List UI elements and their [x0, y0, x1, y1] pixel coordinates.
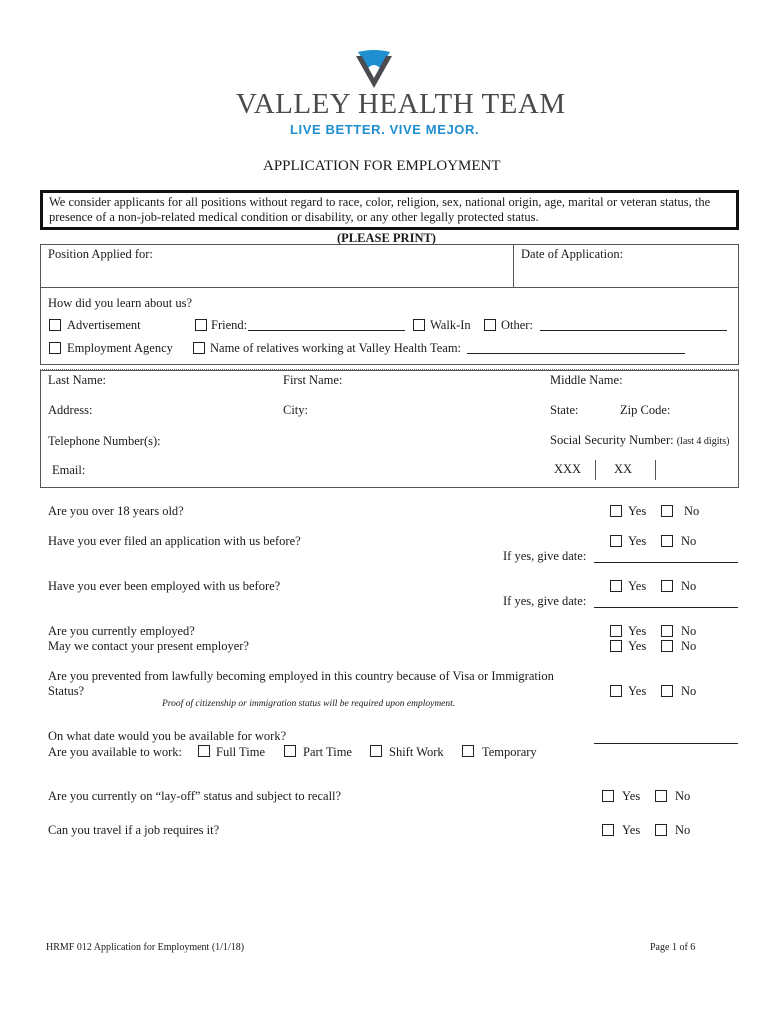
- filed-date-input-line[interactable]: [594, 562, 738, 563]
- divider: [655, 460, 656, 480]
- no-label: No: [681, 684, 697, 698]
- divider: [40, 287, 739, 288]
- yes-label: Yes: [628, 534, 647, 548]
- telephone-label: Telephone Number(s):: [48, 434, 161, 448]
- part-time-checkbox[interactable]: [284, 745, 296, 757]
- last-name-label: Last Name:: [48, 373, 106, 387]
- shift-work-label: Shift Work: [389, 745, 444, 759]
- temporary-label: Temporary: [482, 745, 537, 759]
- divider: [40, 369, 739, 370]
- employed-date-label: If yes, give date:: [503, 594, 587, 608]
- q-available-date: On what date would you be available for work?: [48, 729, 287, 743]
- no-label: No: [684, 504, 700, 518]
- first-name-label: First Name:: [283, 373, 343, 387]
- q-visa-line1: Are you prevented from lawfully becoming employed in this country because of Visa or Immigration: [48, 669, 554, 683]
- yes-label: Yes: [622, 789, 641, 803]
- q-visa-line2: Status?: [48, 684, 85, 698]
- friend-input-line[interactable]: [248, 330, 405, 331]
- travel-no-checkbox[interactable]: [655, 824, 667, 836]
- yes-label: Yes: [622, 823, 641, 837]
- email-label: Email:: [52, 463, 86, 477]
- no-label: No: [675, 823, 691, 837]
- currently-employed-no-checkbox[interactable]: [661, 625, 673, 637]
- ssn-note: (last 4 digits): [676, 436, 730, 447]
- visa-note: Proof of citizenship or immigration status will be required upon employment.: [162, 699, 456, 709]
- notice-text: We consider applicants for all positions without regard to race, color, religion, sex, national origin, age, marital or veteran status, the presence of a non-job-related medical condition or disability, or any other legally protected status.: [49, 195, 711, 224]
- brand-name: VALLEY HEALTH TEAM: [236, 88, 566, 120]
- ssn-label: [550, 433, 730, 448]
- other-label: Other:: [501, 318, 533, 332]
- walkin-checkbox[interactable]: [413, 319, 425, 331]
- no-label: No: [681, 579, 697, 593]
- brand-tagline: LIVE BETTER. VIVE MEJOR.: [290, 122, 480, 137]
- no-label: No: [681, 624, 697, 638]
- equal-opportunity-notice: [40, 190, 739, 230]
- q-layoff: Are you currently on “lay-off” status and subject to recall?: [48, 789, 342, 803]
- temporary-checkbox[interactable]: [462, 745, 474, 757]
- q-currently-employed: Are you currently employed?: [48, 624, 195, 638]
- form-id: HRMF 012 Application for Employment (1/1/18): [46, 942, 245, 953]
- ssn-mask-1: XXX: [554, 462, 582, 476]
- relatives-checkbox[interactable]: [193, 342, 205, 354]
- ssn-mask-2: XX: [614, 462, 633, 476]
- city-label: City:: [283, 403, 309, 417]
- position-applied-label: Position Applied for:: [48, 247, 153, 261]
- full-time-checkbox[interactable]: [198, 745, 210, 757]
- over-18-yes-checkbox[interactable]: [610, 505, 622, 517]
- filed-no-checkbox[interactable]: [661, 535, 673, 547]
- yes-label: Yes: [628, 624, 647, 638]
- over-18-no-checkbox[interactable]: [661, 505, 673, 517]
- yes-label: Yes: [628, 639, 647, 653]
- address-label: Address:: [48, 403, 93, 417]
- page-number: Page 1 of 6: [650, 942, 696, 953]
- friend-checkbox[interactable]: [195, 319, 207, 331]
- zip-code-label: Zip Code:: [620, 403, 671, 417]
- q-travel: Can you travel if a job requires it?: [48, 823, 220, 837]
- q-over-18: Are you over 18 years old?: [48, 504, 184, 518]
- yes-label: Yes: [628, 579, 647, 593]
- full-time-label: Full Time: [216, 745, 265, 759]
- ssn-label-text: Social Security Number:: [550, 433, 674, 447]
- layoff-no-checkbox[interactable]: [655, 790, 667, 802]
- contact-employer-yes-checkbox[interactable]: [610, 640, 622, 652]
- friend-label: Friend:: [211, 318, 248, 332]
- employed-before-yes-checkbox[interactable]: [610, 580, 622, 592]
- q-contact-employer: May we contact your present employer?: [48, 639, 249, 653]
- relatives-label: Name of relatives working at Valley Health Team:: [210, 341, 462, 355]
- visa-no-checkbox[interactable]: [661, 685, 673, 697]
- currently-employed-yes-checkbox[interactable]: [610, 625, 622, 637]
- valley-health-logo-mark: [354, 46, 394, 92]
- no-label: No: [681, 639, 697, 653]
- divider: [513, 244, 514, 287]
- employed-date-input-line[interactable]: [594, 607, 738, 608]
- employed-before-no-checkbox[interactable]: [661, 580, 673, 592]
- available-date-input-line[interactable]: [594, 743, 738, 744]
- middle-name-label: Middle Name:: [550, 373, 623, 387]
- agency-label: Employment Agency: [67, 341, 173, 355]
- page-title: APPLICATION FOR EMPLOYMENT: [263, 158, 501, 174]
- learn-question: How did you learn about us?: [48, 296, 193, 310]
- layoff-yes-checkbox[interactable]: [602, 790, 614, 802]
- other-input-line[interactable]: [540, 330, 727, 331]
- filed-yes-checkbox[interactable]: [610, 535, 622, 547]
- yes-label: Yes: [628, 504, 647, 518]
- walkin-label: Walk-In: [430, 318, 471, 332]
- advertisement-checkbox[interactable]: [49, 319, 61, 331]
- visa-yes-checkbox[interactable]: [610, 685, 622, 697]
- q-employed-before: Have you ever been employed with us before?: [48, 579, 281, 593]
- shift-work-checkbox[interactable]: [370, 745, 382, 757]
- travel-yes-checkbox[interactable]: [602, 824, 614, 836]
- filed-date-label: If yes, give date:: [503, 549, 587, 563]
- relatives-input-line[interactable]: [467, 353, 685, 354]
- date-of-application-label: Date of Application:: [521, 247, 624, 261]
- no-label: No: [675, 789, 691, 803]
- yes-label: Yes: [628, 684, 647, 698]
- part-time-label: Part Time: [303, 745, 352, 759]
- contact-employer-no-checkbox[interactable]: [661, 640, 673, 652]
- other-checkbox[interactable]: [484, 319, 496, 331]
- advertisement-label: Advertisement: [67, 318, 141, 332]
- please-print-label: (PLEASE PRINT): [337, 231, 436, 245]
- q-available-to-work: Are you available to work:: [48, 745, 182, 759]
- divider: [595, 460, 596, 480]
- state-label: State:: [550, 403, 579, 417]
- no-label: No: [681, 534, 697, 548]
- personal-info-section: [40, 370, 739, 488]
- q-filed-before: Have you ever filed an application with us before?: [48, 534, 301, 548]
- agency-checkbox[interactable]: [49, 342, 61, 354]
